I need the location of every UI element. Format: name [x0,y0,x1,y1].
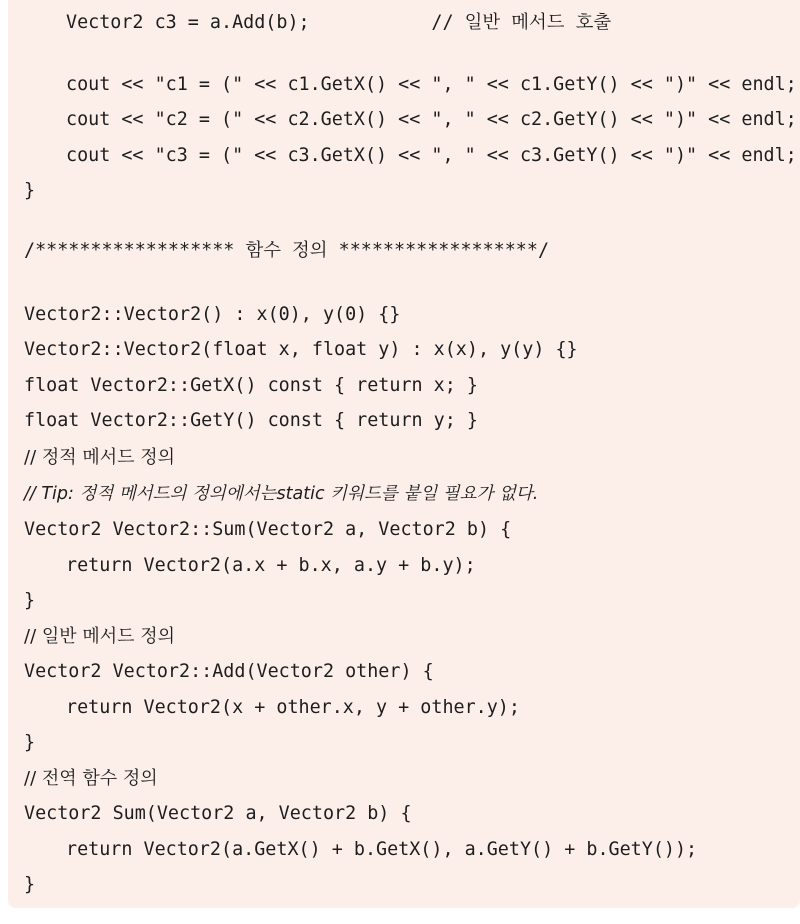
comment-line: // 정적 메서드 정의 [24,447,176,468]
code-block [8,0,800,908]
section-comment: /****************** 함수 정의 ******************/ [24,240,550,261]
code-line: Vector2::Vector2() : x(0), y(0) {} [24,304,401,325]
code-line: Vector2 c3 = a.Add(b); // 일반 메서드 호출 [66,12,612,33]
code-line: Vector2::Vector2(float x, float y) : x(x), y(y) {} [24,339,578,360]
code-line: float Vector2::GetX() const { return x; } [24,375,478,396]
code-line: Vector2 Vector2::Add(Vector2 other) { [24,661,434,682]
code-line: cout << "c2 = (" << c2.GetX() << ", " << c2.GetY() << ")" << endl; [66,109,797,130]
code-line: cout << "c3 = (" << c3.GetX() << ", " << c3.GetY() << ")" << endl; [66,145,797,166]
code-line: Vector2 Sum(Vector2 a, Vector2 b) { [24,803,412,824]
code-line: return Vector2(a.x + b.x, a.y + b.y); [66,555,476,576]
code-line: } [24,874,36,895]
tip-comment: // Tip: 정적 메서드의 정의에서는static 키워드를 붙일 필요가 없다. [24,484,539,504]
code-line: } [24,732,36,753]
code-line: return Vector2(x + other.x, y + other.y); [66,697,520,718]
comment-line: // 일반 메서드 정의 [24,626,176,647]
code-line: Vector2 Vector2::Sum(Vector2 a, Vector2 b) { [24,519,512,540]
code-line: } [24,180,36,201]
comment-line: // 전역 함수 정의 [24,768,158,789]
code-line: } [24,590,36,611]
code-line: return Vector2(a.GetX() + b.GetX(), a.GetY() + b.GetY()); [66,839,698,860]
code-line: float Vector2::GetY() const { return y; } [24,410,478,431]
code-line: cout << "c1 = (" << c1.GetX() << ", " << c1.GetY() << ")" << endl; [66,74,797,95]
